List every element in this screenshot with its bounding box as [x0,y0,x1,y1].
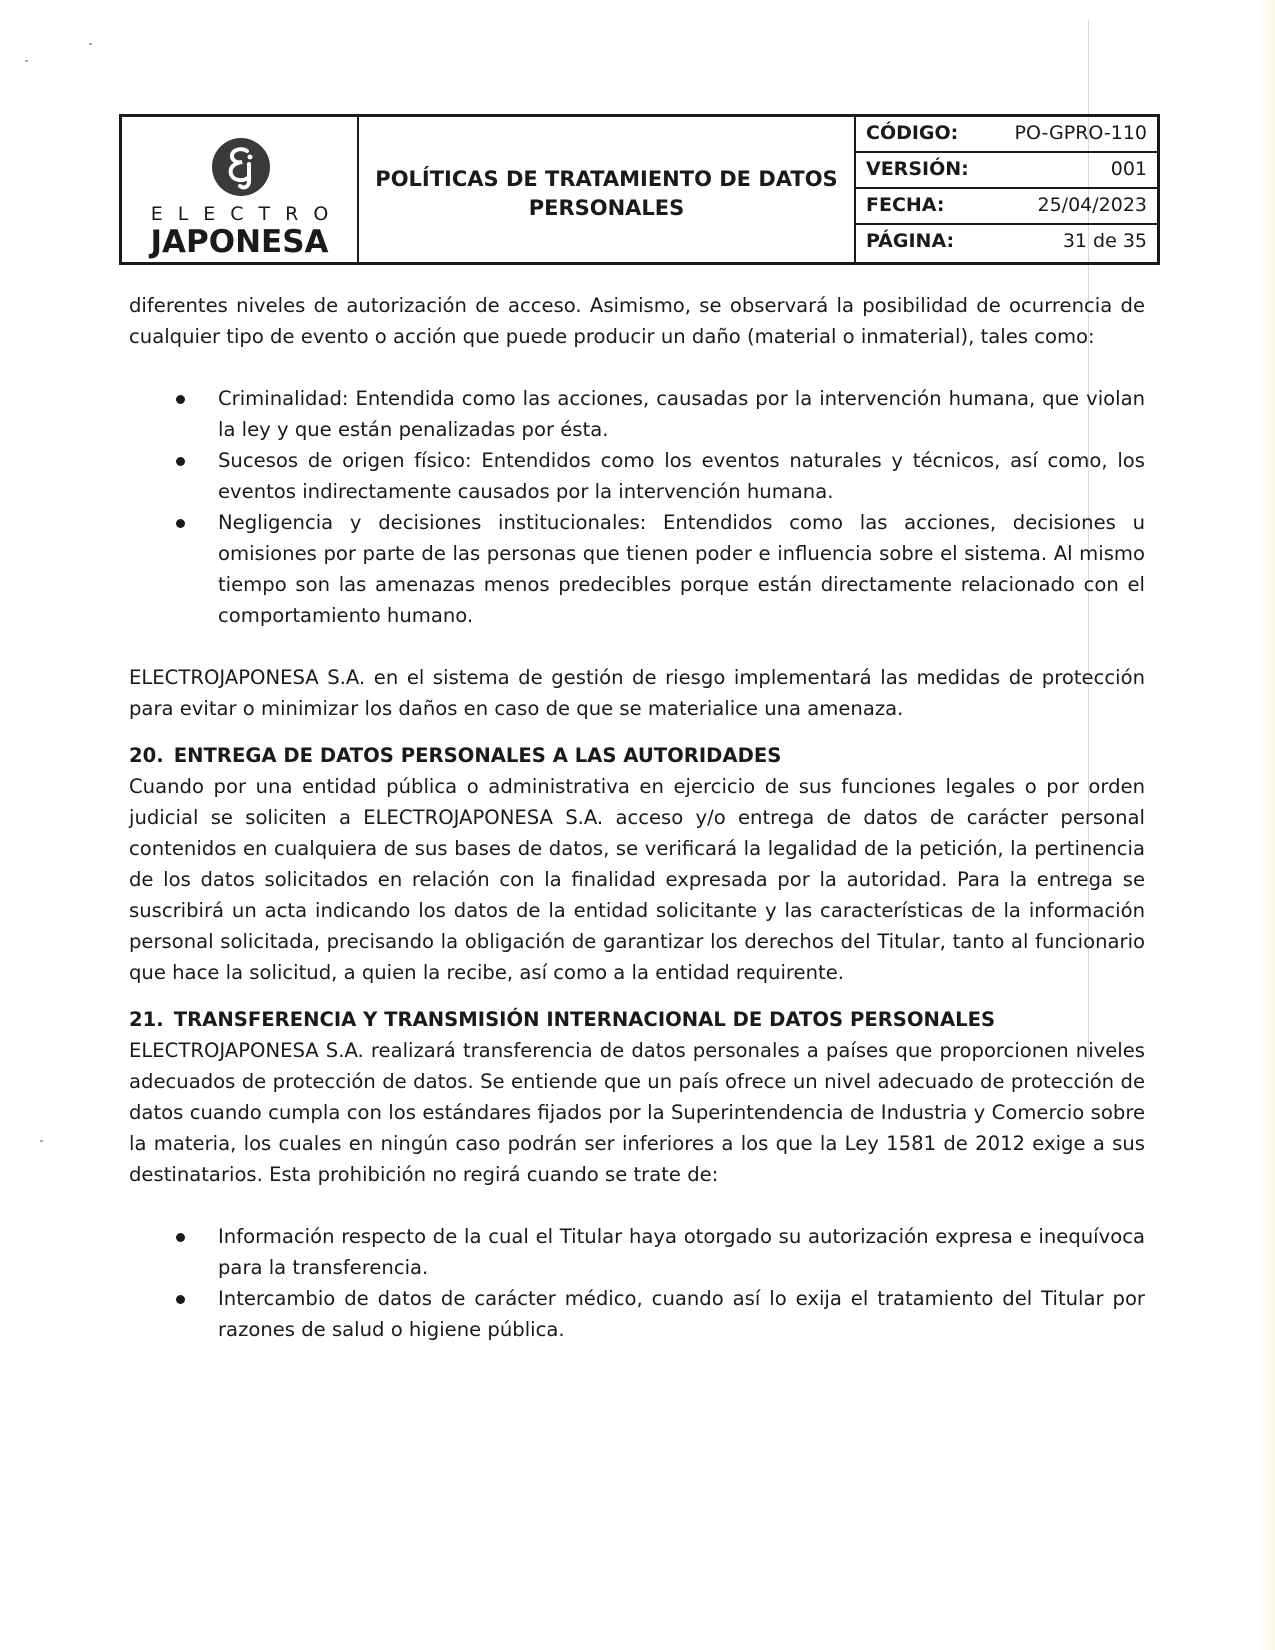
bullet-icon [176,519,185,528]
list-item [129,1221,1145,1283]
intro-paragraph: diferentes niveles de autorización de acceso. Asimismo, se observará la posibilidad de ocurrencia de cualquier tipo de evento o acción que puede producir un daño (material o inmaterial), tales como: [129,294,1145,348]
section-21-body: ELECTROJAPONESA S.A. realizará transferencia de datos personales a países que proporcionen niveles adecuados de protección de datos. Se entiende que un país ofrece un nivel adecuado de protección de datos cuando cumpla con los estándares fijados por la Superintendencia de Industria y Comercio sobre la materia, los cuales en ningún caso podrán ser inferiores a los que la Ley 1581 de 2012 exige a sus destinatarios. Esta prohibición no regirá cuando se trate de: [129,1039,1145,1186]
meta-row-code [856,117,1157,153]
section-20-title: ENTREGA DE DATOS PERSONALES A LAS AUTORIDADES [173,744,782,767]
section-21-number: 21. [129,1008,164,1031]
title-cell [359,117,856,262]
section-20-body: Cuando por una entidad pública o administrativa en ejercicio de sus funciones legales o por orden judicial se soliciten a ELECTROJAPONESA S.A. acceso y/o entrega de datos de carácter personal contenidos en cualquiera de sus bases de datos, se verificará la legalidad de la petición, la pertinencia de los datos solicitados en relación con la finalidad expresada por la autoridad. Para la entrega se suscribirá un acta indicando los datos de la entidad solicitante y las características de la información personal solicitada, precisando la obligación de garantizar los derechos del Titular, tanto al funcionario que hace la solicitud, a quien la recibe, así como a la entidad requirente. [129,775,1145,984]
logo-wordmark-electro: ELECTRO [150,203,344,225]
scan-speck [89,43,92,45]
bullet-icon [176,395,185,404]
logo-cell [122,117,359,262]
meta-value-date: 25/04/2023 [1037,194,1147,216]
bullet-icon [176,457,185,466]
list-item [129,507,1145,631]
bullet-icon [176,1295,185,1304]
scan-speck [25,60,28,62]
meta-label-page: PÁGINA: [866,230,955,252]
meta-row-version [856,153,1157,189]
meta-row-page [856,225,1157,262]
section-20-number: 20. [129,744,164,767]
bullet-icon [176,1233,185,1242]
meta-row-date [856,189,1157,225]
section-21-heading [129,1004,1145,1035]
document-body [129,290,1145,1345]
list-item-text: Criminalidad: Entendida como las acciones, causadas por la intervención humana, que violan la ley y que están penalizadas por ésta. [218,387,1145,441]
list-item [129,445,1145,507]
exception-list [129,1221,1145,1345]
list-item-text: Sucesos de origen físico: Entendidos como los eventos naturales y técnicos, así como, los eventos indirectamente causados por la intervención humana. [218,449,1145,503]
threat-list [129,383,1145,631]
document-metadata [856,117,1157,262]
scan-edge-shading [1255,0,1275,1650]
meta-value-code: PO-GPRO-110 [1014,122,1147,144]
scan-speck [40,1140,43,1142]
meta-label-date: FECHA: [866,194,945,216]
meta-label-version: VERSIÓN: [866,158,969,180]
list-item-text: Intercambio de datos de carácter médico, cuando así lo exija el tratamiento del Titular por razones de salud o higiene pública. [218,1287,1145,1341]
list-item [129,1283,1145,1345]
meta-value-page: 31 de 35 [1062,230,1147,252]
electrojaponesa-logo-icon [211,137,271,197]
list-item [129,383,1145,445]
list-item-text: Información respecto de la cual el Titular haya otorgado su autorización expresa e inequívoca para la transferencia. [218,1225,1145,1279]
risk-paragraph: ELECTROJAPONESA S.A. en el sistema de gestión de riesgo implementará las medidas de protección para evitar o minimizar los daños en caso de que se materialice una amenaza. [129,666,1145,720]
list-item-text: Negligencia y decisiones institucionales: Entendidos como las acciones, decisiones u omisiones por parte de las personas que tienen poder e influencia sobre el sistema. Al mismo tiempo son las amenazas menos predecibles porque están directamente relacionado con el comportamiento humano. [218,511,1145,627]
section-21-title: TRANSFERENCIA Y TRANSMISIÓN INTERNACIONAL DE DATOS PERSONALES [173,1008,996,1031]
document-title: POLÍTICAS DE TRATAMIENTO DE DATOS PERSONALES [375,166,838,220]
logo-wordmark-japonesa: JAPONESA [150,224,329,260]
meta-label-code: CÓDIGO: [866,122,959,144]
document-header-table [119,114,1160,265]
meta-value-version: 001 [1110,158,1147,180]
section-20-heading [129,740,1145,771]
